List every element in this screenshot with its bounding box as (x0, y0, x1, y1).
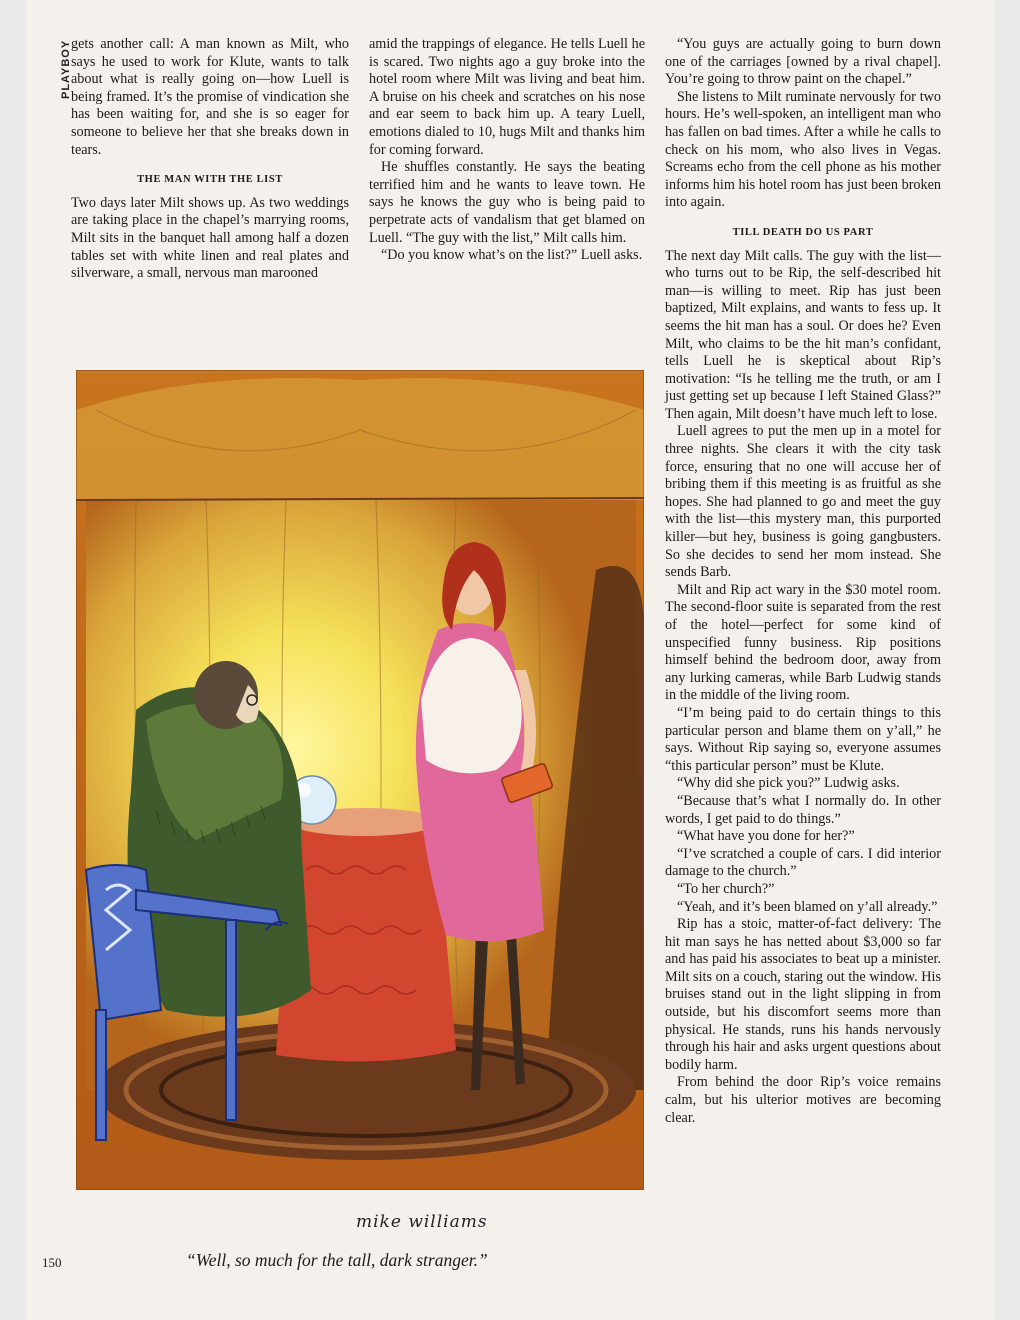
magazine-page (26, 0, 994, 1320)
paragraph: “Yeah, and it’s been blamed on y’all already.” (677, 898, 938, 915)
paragraph: Rip has a stoic, matter-of-fact delivery: The hit man says he has netted about $3,000 so far and has paid his associates to beat up a minister. Milt sits on a couch, staring out the window. His bruises stand out in the light slipping in from outside, but his discomfort seems more than physical. He stands, runs his hands nervously through his hair and asks urgent questions about bodily harm. (665, 916, 941, 1073)
curtain-top (76, 378, 644, 500)
paragraph: He shuffles constantly. He says the beating terrified him and he wants to leave town. He says he knows the guy who is being paid to perpetrate acts of vandalism that get blamed on Luell. “The guy with the list,” Milt calls him. (369, 159, 645, 246)
paragraph: The next day Milt calls. The guy with the list—who turns out to be Rip, the self-described hit man—is willing to meet. Rip has just been baptized, Milt explains, and wants to fess up. It seems the hit man has a soul. Or does he? Even Milt, who claims to be the hit man’s confidant, tells Luell he is skeptical about Rip’s motivation: “Is he telling me the truth, or am I just getting set up because I left Stained Glass?” Then again, Milt doesn’t have much left to lose. (665, 247, 941, 422)
paragraph: gets another call: A man known as Milt, who says he used to work for Klute, wants to talk about what is really going on—how Luell is being framed. It’s the promise of vindication she has been waiting for, and she is so eager for someone to believe her that she breaks down in tears. (71, 36, 349, 158)
paragraph: Two days later Milt shows up. As two weddings are taking place in the chapel’s marrying rooms, Milt sits in the banquet hall among half a dozen tables set with white linen and real plates and silverware, a small, nervous man marooned (71, 194, 349, 282)
text-column-1 (71, 36, 349, 283)
section-subhead: TILL DEATH DO US PART (732, 226, 874, 238)
paragraph: From behind the door Rip’s voice remains calm, but his ulterior motives are becoming clear. (665, 1074, 941, 1126)
paragraph: “Why did she pick you?” Ludwig asks. (677, 775, 900, 792)
cartoon-illustration (76, 370, 644, 1190)
artist-signature: mike williams (356, 1212, 488, 1232)
cartoon-caption: “Well, so much for the tall, dark stranger.” (186, 1250, 488, 1270)
paragraph: “I’ve scratched a couple of cars. I did interior damage to the church.” (665, 845, 941, 880)
paragraph: “Because that’s what I normally do. In other words, I get paid to do things.” (665, 792, 941, 827)
section-subhead: THE MAN WITH THE LIST (137, 174, 283, 186)
paragraph: Milt and Rip act wary in the $30 motel room. The second-floor suite is separated from the rest of the hotel—perfect for some kind of unspecified funny business. Rip positions himself behind the bedroom door, away from any lurking cameras, while Barb Ludwig stands in the middle of the living room. (665, 581, 941, 704)
paragraph: amid the trappings of elegance. He tells Luell he is scared. Two nights ago a guy broke into the hotel room where Milt was living and beat him. A bruise on his cheek and scratches on his nose and ear seem to back him up. A teary Luell, emotions dialed to 10, hugs Milt and thanks him for coming forward. (369, 36, 645, 158)
paragraph: “To her church?” (677, 880, 775, 897)
paragraph: She listens to Milt ruminate nervously for two hours. He’s well-spoken, an intelligent man who has fallen on bad times. After a while he calls to check on his mom, who also lives in Vegas. Screams echo from the cell phone as his mother informs him his hotel room has just been broken into again. (665, 88, 941, 211)
paragraph: “You guys are actually going to burn down one of the carriages [owned by a rival chapel]. You’re going to throw paint on the chapel.” (665, 36, 941, 88)
text-column-3 (665, 36, 941, 1127)
text-column-2 (369, 36, 645, 265)
paragraph: Luell agrees to put the men up in a motel for three nights. She clears it with the city task force, ensuring that no one will accuse her of bribing them if this meeting is as fruitful as she hopes. She had planned to go and meet the guy with the list—this mystery man, this purported killer—but hey, business is going gangbusters. So she decides to send her mom instead. She sends Barb. (665, 423, 941, 581)
page-number: 150 (42, 1255, 62, 1270)
paragraph: “What have you done for her?” (677, 828, 855, 845)
paragraph: “Do you know what’s on the list?” Luell asks. (381, 247, 643, 264)
masthead: PLAYBOY (60, 40, 72, 100)
paragraph: “I’m being paid to do certain things to this particular person and blame them on y’all,” he says. Without Rip saying so, everyone assumes “this particular person” must be Klute. (665, 704, 941, 774)
